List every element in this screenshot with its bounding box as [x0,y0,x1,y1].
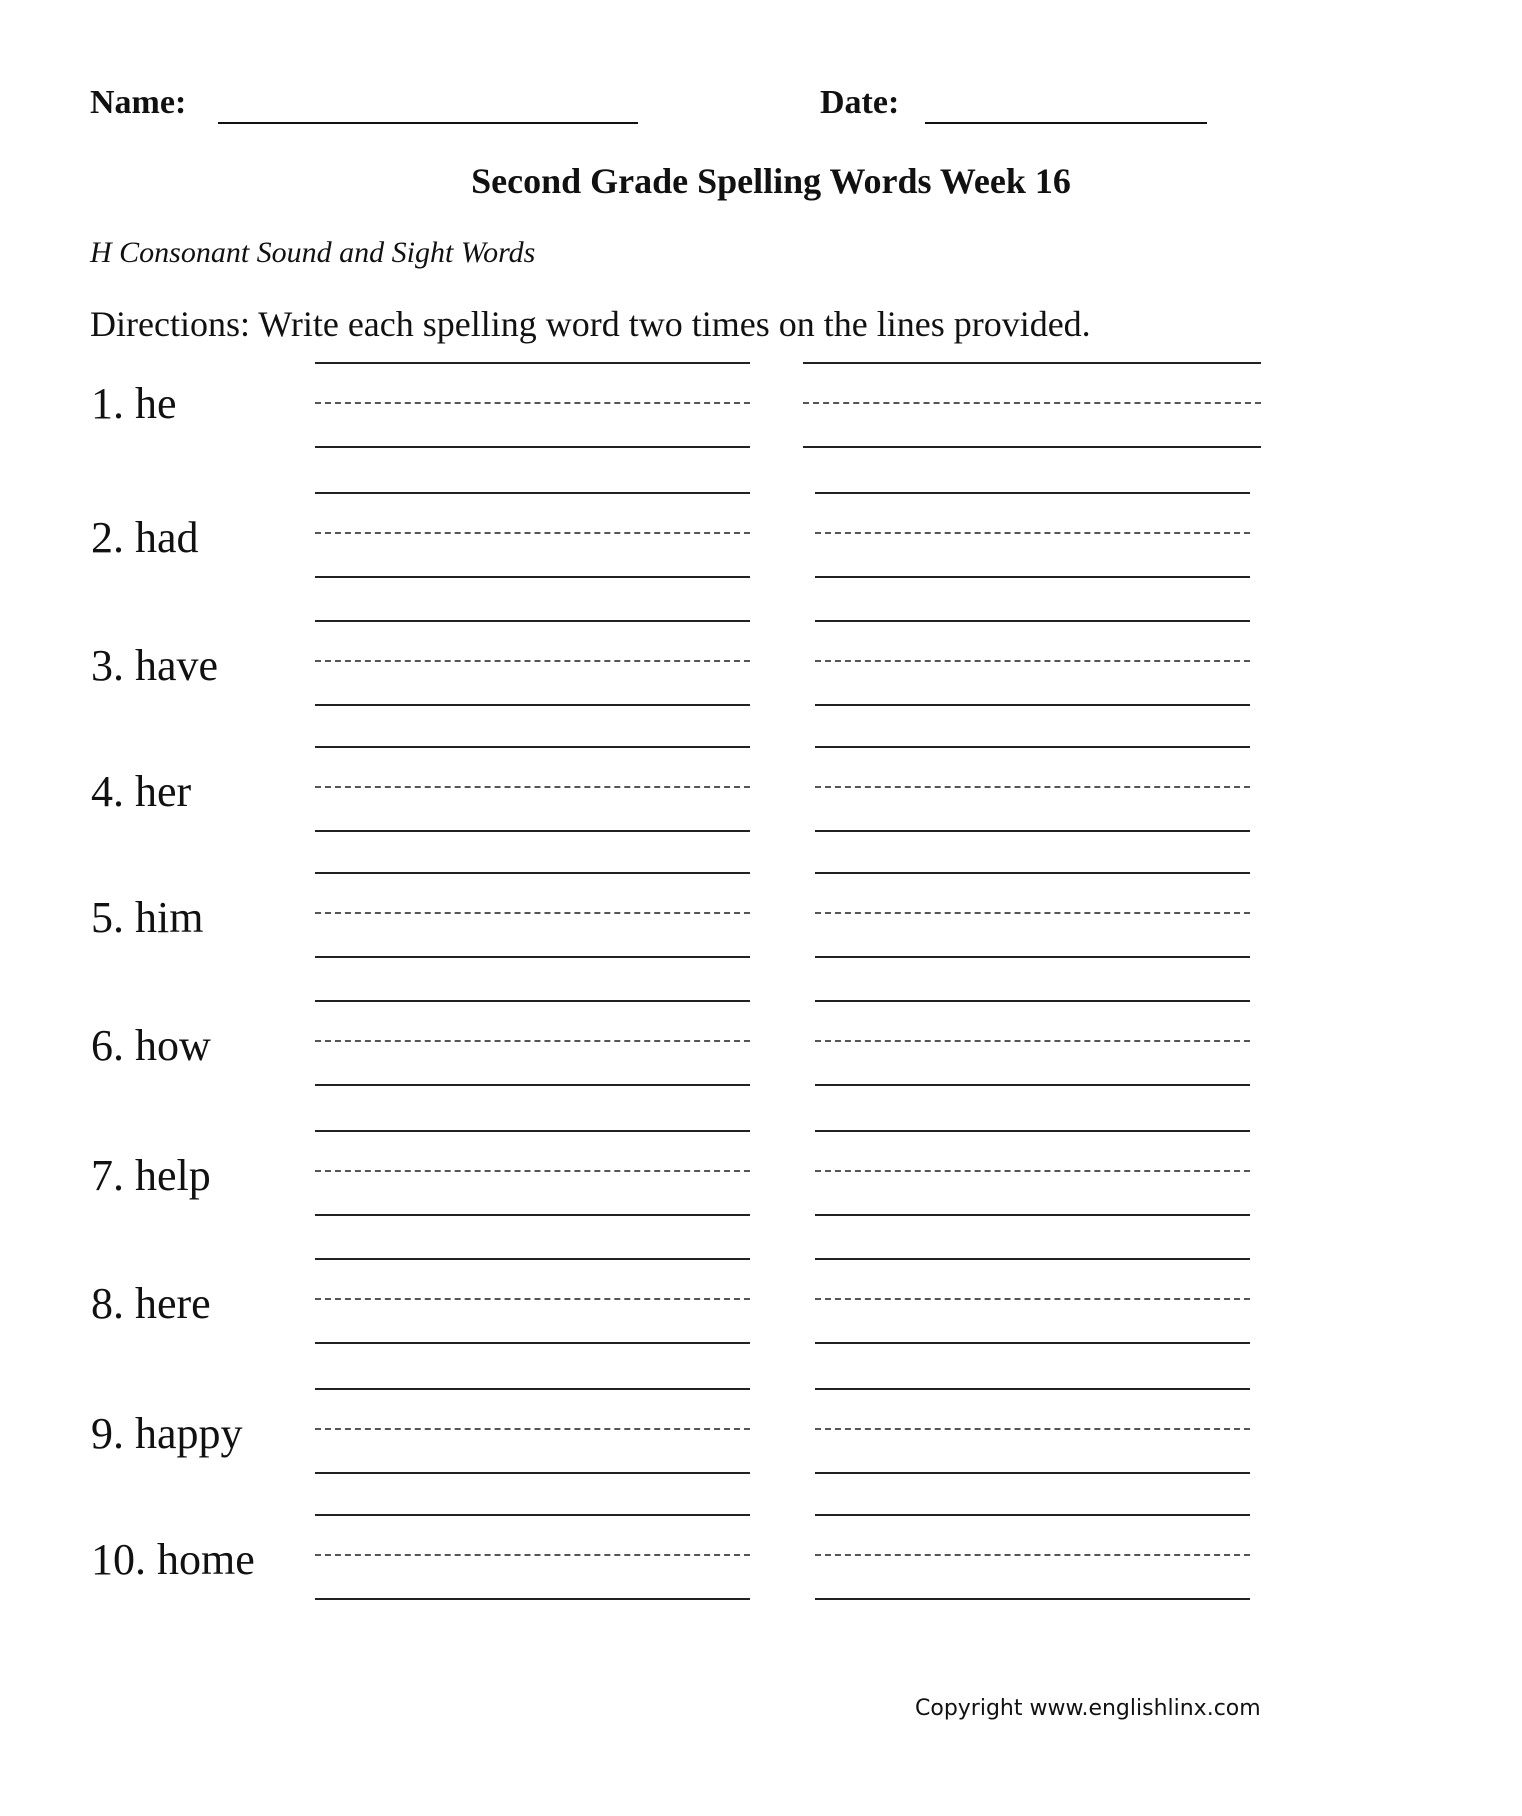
writing-lines-first[interactable] [315,1130,750,1230]
base-writing-line [815,1598,1250,1600]
spelling-row [0,1388,1522,1508]
midline-dashed [815,1040,1250,1042]
top-writing-line [815,620,1250,622]
base-writing-line [315,1472,750,1474]
top-writing-line [315,492,750,494]
date-label: Date: [820,84,900,121]
midline-dashed [315,1170,750,1172]
base-writing-line [315,956,750,958]
base-writing-line [315,1598,750,1600]
midline-dashed [815,1298,1250,1300]
spelling-word: 4. her [91,767,192,816]
writing-lines-first[interactable] [315,872,750,972]
base-writing-line [815,576,1250,578]
top-writing-line [315,620,750,622]
name-field[interactable] [218,122,638,124]
spelling-row [0,620,1522,740]
top-writing-line [315,1000,750,1002]
date-field[interactable] [925,122,1207,124]
writing-lines-second[interactable] [815,1388,1250,1488]
midline-dashed [315,660,750,662]
base-writing-line [803,446,1261,448]
spelling-word: 10. home [91,1535,255,1584]
spelling-word: 9. happy [91,1409,243,1458]
top-writing-line [803,362,1261,364]
writing-lines-first[interactable] [315,620,750,720]
spelling-row [0,746,1522,866]
midline-dashed [315,402,750,404]
spelling-word: 6. how [91,1021,211,1070]
top-writing-line [815,1514,1250,1516]
writing-lines-first[interactable] [315,1388,750,1488]
spelling-row [0,1130,1522,1250]
worksheet-title: Second Grade Spelling Words Week 16 [471,161,1071,201]
writing-lines-second[interactable] [815,1000,1250,1100]
writing-lines-first[interactable] [315,1000,750,1100]
midline-dashed [315,912,750,914]
writing-lines-second[interactable] [815,492,1250,592]
writing-lines-second[interactable] [815,620,1250,720]
directions-text: Directions: Write each spelling word two times on the lines provided. [90,304,1091,344]
top-writing-line [315,1130,750,1132]
midline-dashed [315,1040,750,1042]
writing-lines-second[interactable] [815,872,1250,972]
spelling-row [0,872,1522,992]
spelling-row [0,1258,1522,1378]
spelling-word: 1. he [91,379,177,428]
top-writing-line [815,1000,1250,1002]
base-writing-line [315,1342,750,1344]
writing-lines-first[interactable] [315,1258,750,1358]
midline-dashed [815,660,1250,662]
top-writing-line [315,1388,750,1390]
base-writing-line [815,704,1250,706]
base-writing-line [315,1084,750,1086]
writing-lines-second[interactable] [803,362,1261,462]
base-writing-line [815,1214,1250,1216]
midline-dashed [803,402,1261,404]
writing-lines-second[interactable] [815,1514,1250,1614]
writing-lines-first[interactable] [315,492,750,592]
top-writing-line [315,362,750,364]
midline-dashed [315,1428,750,1430]
spelling-word: 8. here [91,1279,211,1328]
midline-dashed [815,532,1250,534]
base-writing-line [815,1342,1250,1344]
writing-lines-first[interactable] [315,746,750,846]
base-writing-line [815,1472,1250,1474]
writing-lines-first[interactable] [315,1514,750,1614]
writing-lines-second[interactable] [815,746,1250,846]
top-writing-line [815,1130,1250,1132]
base-writing-line [315,576,750,578]
top-writing-line [315,872,750,874]
top-writing-line [815,1388,1250,1390]
writing-lines-first[interactable] [315,362,750,462]
spelling-row [0,1514,1522,1634]
spelling-word: 7. help [91,1151,211,1200]
midline-dashed [815,1428,1250,1430]
spelling-word: 5. him [91,893,204,942]
base-writing-line [815,830,1250,832]
writing-lines-second[interactable] [815,1258,1250,1358]
base-writing-line [815,956,1250,958]
spelling-word: 3. have [91,641,219,690]
top-writing-line [815,492,1250,494]
top-writing-line [815,1258,1250,1260]
top-writing-line [315,1514,750,1516]
midline-dashed [815,1170,1250,1172]
copyright-notice: Copyright www.englishlinx.com [915,1696,1261,1721]
midline-dashed [315,1554,750,1556]
spelling-row [0,362,1522,482]
base-writing-line [315,446,750,448]
top-writing-line [815,746,1250,748]
midline-dashed [815,786,1250,788]
base-writing-line [315,830,750,832]
spelling-row [0,492,1522,612]
top-writing-line [315,1258,750,1260]
midline-dashed [315,1298,750,1300]
midline-dashed [815,1554,1250,1556]
spelling-row [0,1000,1522,1120]
writing-lines-second[interactable] [815,1130,1250,1230]
midline-dashed [315,786,750,788]
midline-dashed [315,532,750,534]
spelling-word: 2. had [91,513,199,562]
top-writing-line [815,872,1250,874]
top-writing-line [315,746,750,748]
midline-dashed [815,912,1250,914]
base-writing-line [815,1084,1250,1086]
base-writing-line [315,1214,750,1216]
base-writing-line [315,704,750,706]
name-label: Name: [90,84,187,121]
worksheet-subtitle: H Consonant Sound and Sight Words [90,236,536,269]
